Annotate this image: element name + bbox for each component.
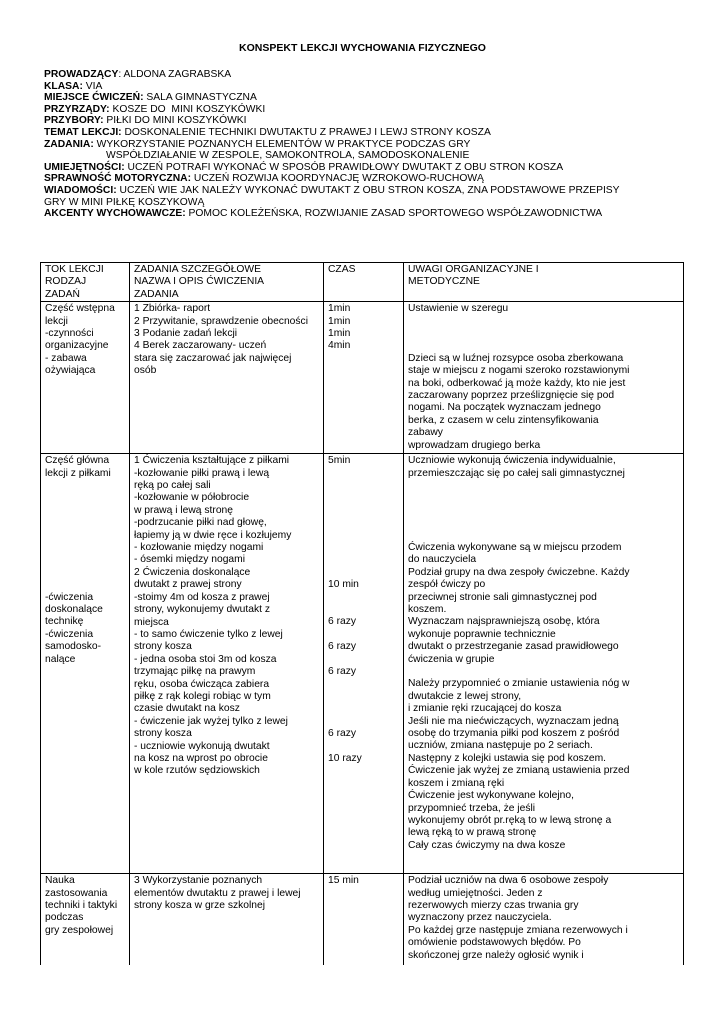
cell-line: 2 Ćwiczenia doskonalące [134,566,251,578]
cell-line: technikę [45,616,84,628]
cell-line [328,530,399,542]
cell-line: UWAGI ORGANIZACYJNE I [408,264,539,275]
cell-line: Ćwiczenie jest wykonywane kolejno, [408,790,574,802]
cell-line: Uczniowie wykonują ćwiczenia indywidualnie, [408,455,616,467]
cell-line: zabawy [408,427,443,439]
cell-line [328,703,399,715]
table-cell [324,454,404,874]
meta-umiejetnosci: UMIEJĘTNOŚCI: UCZEŃ POTRAFI WYKONAĆ W SPOSÓB PRAWIDŁOWY DWUTAKT Z OBU STRON KOSZA [44,161,564,173]
table-cell [41,302,130,454]
cell-line: -podrzucanie piłki nad głowę, [134,517,267,529]
cell-line [328,654,399,666]
table-cell [130,454,324,874]
meta-miejsce: MIEJSCE ĆWICZEŃ: SALA GIMNASTYCZNA [44,92,257,104]
cell-line: - jedna osoba stoi 3m od kosza [134,653,277,665]
cell-line [328,691,399,703]
meta-akcenty: AKCENTY WYCHOWAWCZE: POMOC KOLEŻEŃSKA, ROZWIJANIE ZASAD SPORTOWEGO WSPÓŁZAWODNICTWA [44,208,603,220]
cell-line: lekcji [45,315,68,327]
cell-line [408,492,679,504]
cell-line: 6 razy [328,641,357,653]
cell-line: - zabawa [45,352,87,364]
cell-line [408,505,679,517]
cell-line: ożywiająca [45,365,96,377]
cell-line: na boki, odberkować ją może każdy, kto nie jest [408,377,626,389]
cell-line: 1min [328,303,351,315]
cell-line: Podział uczniów na dwa 6 osobowe zespoły [408,875,609,887]
cell-line: -ćwiczenia [45,628,94,640]
cell-line [408,316,679,328]
table-row [41,454,684,874]
cell-line: przeciwnej stronie sali gimnastycznej pod [408,591,597,603]
meta-sprawnosc: SPRAWNOŚĆ MOTORYCZNA: UCZEŃ ROZWIJA KOORDYNACJĘ WZROKOWO-RUCHOWĄ [44,173,484,185]
cell-line: przemieszczając się po całej sali gimnastycznej [408,467,625,479]
cell-line: Część wstępna [45,303,115,315]
cell-line: Należy przypomnieć o zmianie ustawienia nóg w [408,678,630,690]
cell-line [45,492,125,504]
cell-line: 3 Podanie zadań lekcji [134,328,238,340]
cell-line: Dzieci są w luźnej rozsypce osoba zberkowana [408,352,624,364]
table-cell [130,874,324,966]
cell-line: 2 Przywitanie, sprawdzenie obecności [134,315,308,327]
cell-line: Wyznaczam najsprawniejszą osobę, która [408,616,600,628]
cell-line [408,666,679,678]
cell-line: CZAS [328,264,356,275]
table-cell [130,302,324,454]
cell-line: osób [134,365,157,377]
cell-line: TOK LEKCJI [45,264,104,275]
cell-line [328,567,399,579]
cell-line: wprowadzam drugiego berka [408,439,541,451]
cell-line: piłkę z rąk kolegi robiąc w tym [134,690,271,702]
cell-line: zaczarowany poprzez prześlizgnięcie się pod [408,390,615,402]
cell-line: elementów dwutaktu z prawej i lewej [134,887,301,899]
cell-line: organizacyjne [45,340,109,352]
cell-line: staje w miejscu z nogami szeroko rozstawionymi [408,365,630,377]
cell-line: strony kosza [134,728,192,740]
cell-line: w kole rzutów sędziowskich [134,765,260,777]
cell-line: METODYCZNE [408,276,480,288]
header-cell [324,263,404,302]
table-cell [41,454,130,874]
cell-line: skończonej grze należy ogłosić wynik i [408,949,584,961]
meta-prowadzacy: PROWADZĄCY: ALDONA ZAGRABSKA [44,69,232,80]
cell-line: Jeśli nie ma niećwiczących, wyznaczam jedną [408,715,619,727]
cell-line: 3 Wykorzystanie poznanych [134,875,263,887]
cell-line: ZADANIA SZCZEGÓŁOWE [134,264,262,275]
cell-line [45,554,125,566]
cell-line: ręką po całej sali [134,480,211,492]
header-cell [130,263,324,302]
cell-line: strony kosza w grze szkolnej [134,900,266,912]
cell-line: wykonujemy obrót pr.ręką to w lewą stronę a [408,814,612,826]
meta-klasa: KLASA: VIA [44,80,103,92]
lesson-plan-table [40,262,684,965]
cell-line [328,505,399,517]
cell-line [328,480,399,492]
cell-line: -czynności [45,328,94,340]
cell-line: RODZAJ [45,276,87,288]
cell-line: lekcji z piłkami [45,467,111,479]
cell-line: doskonalące [45,603,103,615]
cell-line: rezerwowych mierzy czas trwania gry [408,900,579,912]
cell-line: - ósemki między nogami [134,554,246,566]
cell-line: 10 razy [328,752,362,764]
cell-line [328,517,399,529]
meta-temat: TEMAT LEKCJI: DOSKONALENIE TECHNIKI DWUTAKTU Z PRAWEJ I LEWJ STRONY KOSZA [44,126,491,138]
cell-line: 1min [328,315,351,327]
cell-line: uczniów, zmiana następuje po 2 seriach. [408,740,593,752]
meta-zadania: ZADANIA: WYKORZYSTANIE POZNANYCH ELEMENTÓW W PRAKTYCE PODCZAS GRY [44,138,471,150]
cell-line: techniki i taktyki [45,900,118,912]
cell-line: trzymając piłkę na prawym [134,666,256,678]
cell-line: w prawą i lewą stronę [134,504,234,516]
cell-line: Cały czas ćwiczymy na dwa kosze [408,839,566,851]
cell-line [328,740,399,752]
meta-zadania-cont: WSPÓŁDZIAŁANIE W ZESPOLE, SAMOKONTROLA, SAMODOSKONALENIE [106,150,470,162]
cell-line: - to samo ćwiczenie tylko z lewej [134,628,283,640]
document-title: KONSPEKT LEKCJI WYCHOWANIA FIZYCZNEGO [239,42,486,54]
cell-line: - ćwiczenie jak wyżej tylko z lewej [134,715,288,727]
cell-line: ZADANIA [134,288,179,300]
table-cell [404,454,684,874]
header-cell [41,263,130,302]
cell-line: według umiejętności. Jeden z [408,887,543,899]
cell-line: Nauka [45,875,75,887]
cell-line [408,480,679,492]
cell-line: przypomnieć trzeba, że jeśli [408,802,536,814]
cell-line [328,554,399,566]
cell-line: strony, wykonujemy dwutakt z [134,604,271,616]
meta-wiadomosci-cont: GRY W MINI PIŁKĘ KOSZYKOWĄ [44,196,205,208]
table-cell [404,302,684,454]
cell-line: 1min [328,328,351,340]
cell-line: osobę do trzymania piłki pod koszem z pośród [408,728,620,740]
cell-line [328,468,399,480]
cell-line: lewą ręką to w prawą stronę [408,827,537,839]
table-cell [324,874,404,966]
cell-line: 6 razy [328,665,357,677]
cell-line: 4min [328,340,351,352]
cell-line: 10 min [328,579,359,591]
table-row [41,874,684,966]
cell-line: na kosz na wprost po obrocie [134,752,268,764]
meta-przyrzady: PRZYRZĄDY: KOSZE DO MINI KOSZYKÓWKI [44,103,266,115]
cell-line: dwutakcie z lewej strony, [408,690,522,702]
cell-line: koszem i zmianą ręki [408,777,505,789]
cell-line: 6 razy [328,616,357,628]
cell-line: dwutakt o przestrzeganie zasad prawidłowego [408,641,619,653]
cell-line: 1 Ćwiczenia kształtujące z piłkami [134,455,290,467]
cell-line [45,505,125,517]
cell-line: nalące [45,653,76,665]
cell-line [328,604,399,616]
cell-line [45,542,125,554]
table-row [41,302,684,454]
cell-line [408,530,679,542]
cell-line: -ćwiczenia [45,591,94,603]
cell-line: ZADAŃ [45,288,80,300]
cell-line: omówienie podstawowych błędów. Po [408,937,581,949]
cell-line [45,480,125,492]
cell-line: stara się zaczarować jak najwięcej [134,352,292,364]
cell-line: NAZWA I OPIS ĆWICZENIA [134,276,265,288]
cell-line: Ćwiczenie jak wyżej ze zmianą ustawienia przed [408,765,630,777]
cell-line: i zmianie ręki rzucającej do kosza [408,703,562,715]
cell-line [408,340,679,352]
cell-line: - uczniowie wykonują dwutakt [134,740,270,752]
cell-line: ćwiczenia w grupie [408,653,495,665]
cell-line [328,716,399,728]
cell-line: koszem. [408,604,447,616]
cell-line: dwutakt z prawej strony [134,579,242,591]
cell-line: 15 min [328,875,359,887]
cell-line: zastosowania [45,887,108,899]
cell-line [408,328,679,340]
cell-line: miejsca [134,616,169,628]
cell-line: zespół ćwiczy po [408,579,486,591]
cell-line: 4 Berek zaczarowany- uczeń [134,340,267,352]
cell-line: -stoimy 4m od kosza z prawej [134,591,270,603]
cell-line: samodosko- [45,641,102,653]
cell-line [328,492,399,504]
cell-line: 1 Zbiórka- raport [134,303,211,315]
cell-line: Ustawienie w szeregu [408,303,509,315]
table-cell [41,874,130,966]
cell-line: 6 razy [328,727,357,739]
cell-line: wyznaczony przez nauczyciela. [408,912,552,924]
cell-line: berka, z czasem w celu zintensyfikowania [408,414,599,426]
cell-line: ręku, osoba ćwicząca zabiera [134,678,270,690]
cell-line: podczas [45,912,84,924]
cell-line: - kozłowanie między nogami [134,542,264,554]
cell-line [45,517,125,529]
cell-line: Następny z kolejki ustawia się pod koszem. [408,752,607,764]
cell-line [328,629,399,641]
cell-line: łapiemy ją w dwie ręce i kozłujemy [134,529,292,541]
header-cell [404,263,684,302]
cell-line [45,530,125,542]
cell-line: strony kosza [134,641,192,653]
cell-line: -kozłowanie w półobrocie [134,492,250,504]
cell-line: Podział grupy na dwa zespoły ćwiczebne. Każdy [408,566,630,578]
cell-line: Część główna [45,455,110,467]
table-cell [404,874,684,966]
cell-line [328,542,399,554]
table-header-row [41,263,684,302]
cell-line: czasie dwutakt na kosz [134,703,240,715]
cell-line: do nauczyciela [408,554,477,566]
cell-line: 5min [328,455,351,467]
cell-line: wykonuje poprawnie technicznie [408,628,556,640]
cell-line: nogami. Na początek wyznaczam jednego [408,402,601,414]
cell-line [328,678,399,690]
cell-line: Ćwiczenia wykonywane są w miejscu przodem [408,541,622,553]
cell-line [408,517,679,529]
cell-line [45,567,125,579]
table-cell [324,302,404,454]
lesson-metadata [44,69,684,220]
meta-wiadomosci: WIADOMOŚCI: UCZEŃ WIE JAK NALEŻY WYKONAĆ DWUTAKT Z OBU STRON KOSZA, ZNA PODSTAWOWE PRZEPISY [44,184,620,196]
cell-line [45,579,125,591]
cell-line: Po każdej grze następuje zmiana rezerwowych i [408,924,628,936]
cell-line: -kozłowanie piłki prawą i lewą [134,467,270,479]
meta-przybory: PRZYBORY: PIŁKI DO MINI KOSZYKÓWKI [44,115,247,127]
cell-line: gry zespołowej [45,924,114,936]
cell-line [328,592,399,604]
